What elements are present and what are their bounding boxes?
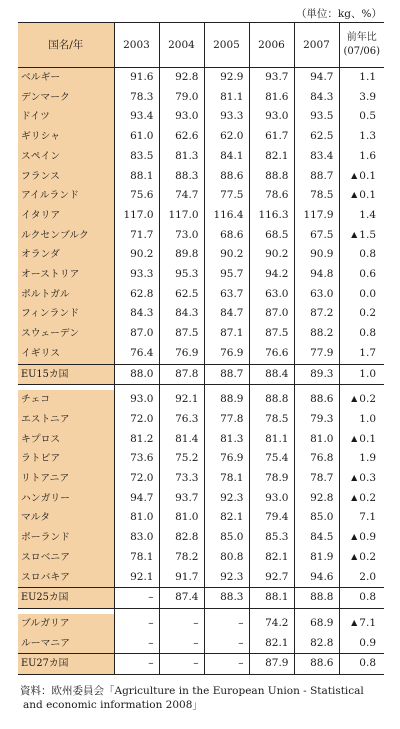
value-cell: 81.0 [114,508,159,528]
value-cell: 78.5 [249,410,294,430]
change-value: 1.3 [359,130,376,143]
table-row [18,88,384,108]
change-value: 1.7 [359,346,376,359]
change-value: 1.1 [359,71,376,83]
unit-note: （単位：kg、%） [295,8,382,20]
total-row [18,588,384,609]
change-cell [339,127,384,147]
value-cell: 81.6 [249,88,294,108]
value-cell: 91.7 [159,568,204,588]
value-cell: 76.9 [159,344,204,364]
country-name: アイルランド [18,186,114,206]
change-cell [339,588,384,609]
change-cell [339,186,384,206]
value-cell: 116.3 [249,206,294,226]
country-name: ハンガリー [18,489,114,509]
header-change [339,23,384,68]
change-cell [339,390,384,410]
change-value: 1.0 [359,412,376,425]
negative-triangle-icon: ▲ [351,394,358,404]
value-cell: 62.0 [204,127,249,147]
change-value: 1.9 [359,452,376,465]
table-row [18,614,384,634]
value-cell: 92.7 [249,568,294,588]
change-value: 0.1 [359,169,376,182]
value-cell: 79.4 [249,508,294,528]
value-cell: 92.9 [204,68,249,88]
value-cell: 88.7 [204,364,249,385]
header-year: 2005 [204,23,249,68]
value-cell: 78.1 [204,469,249,489]
country-name: キプロス [18,430,114,450]
value-cell: 85.3 [249,528,294,548]
table-row [18,206,384,226]
value-cell: 84.1 [204,147,249,167]
negative-triangle-icon: ▲ [351,190,358,200]
country-name: エストニア [18,410,114,430]
header-change-label: 前年比 [346,32,377,43]
table-row [18,285,384,305]
country-name: ポーランド [18,528,114,548]
value-cell: 79.0 [159,88,204,108]
country-name: オーストリア [18,265,114,285]
change-value: 3.9 [359,90,376,103]
value-cell: 78.6 [249,186,294,206]
value-cell: – [114,634,159,654]
value-cell: 61.7 [249,127,294,147]
change-value: 0.8 [359,327,376,340]
value-cell: 88.1 [249,588,294,609]
country-name: ポルトガル [18,285,114,305]
value-cell: 76.6 [249,344,294,364]
value-cell: 87.5 [249,324,294,344]
negative-triangle-icon: ▲ [351,433,358,443]
value-cell: 92.1 [159,390,204,410]
change-value: 1.5 [359,228,376,241]
value-cell: 79.3 [294,410,339,430]
table-row [18,344,384,364]
value-cell: 89.3 [294,364,339,385]
value-cell: – [159,614,204,634]
value-cell: 81.1 [249,430,294,450]
change-cell [339,614,384,634]
change-cell [339,469,384,489]
change-cell [339,344,384,364]
change-cell [339,654,384,675]
table-row [18,245,384,265]
change-cell [339,147,384,167]
table-row [18,127,384,147]
value-cell: 92.3 [204,489,249,509]
value-cell: 81.3 [159,147,204,167]
country-name: ルクセンブルク [18,226,114,246]
negative-triangle-icon: ▲ [351,473,358,483]
change-cell [339,528,384,548]
value-cell: 93.3 [114,265,159,285]
source-note [20,684,390,712]
total-name: EU27カ国 [18,654,114,675]
value-cell: 68.9 [294,614,339,634]
country-name: ドイツ [18,107,114,127]
table-row [18,147,384,167]
value-cell: 88.6 [294,390,339,410]
change-value: 0.1 [359,189,376,202]
value-cell: 88.6 [204,167,249,187]
change-value: 0.1 [359,432,376,445]
change-value: 0.2 [359,491,376,504]
value-cell: 61.0 [114,127,159,147]
country-name: ギリシャ [18,127,114,147]
value-cell: 84.5 [294,528,339,548]
negative-triangle-icon: ▲ [351,229,358,239]
header-country: 国名/年 [18,23,114,68]
value-cell: 88.2 [294,324,339,344]
value-cell: 88.8 [249,167,294,187]
value-cell: 95.7 [204,265,249,285]
value-cell: 73.6 [114,449,159,469]
table-row [18,634,384,654]
country-name: スロバキア [18,568,114,588]
table-row [18,410,384,430]
value-cell: 84.3 [114,304,159,324]
table-row [18,226,384,246]
value-cell: 78.1 [114,548,159,568]
value-cell: – [204,614,249,634]
value-cell: 68.6 [204,226,249,246]
country-name: フランス [18,167,114,187]
value-cell: 84.3 [294,88,339,108]
change-value: 1.6 [359,149,376,162]
value-cell: 117.9 [294,206,339,226]
change-value: 7.1 [359,511,376,524]
country-name: チェコ [18,390,114,410]
value-cell: 73.3 [159,469,204,489]
value-cell: 87.9 [249,654,294,675]
change-value: 1.0 [359,367,376,380]
value-cell: – [159,634,204,654]
total-row [18,654,384,675]
value-cell: 81.0 [294,430,339,450]
total-name: EU15カ国 [18,364,114,385]
value-cell: 72.0 [114,469,159,489]
negative-triangle-icon: ▲ [351,617,358,627]
header-year: 2007 [294,23,339,68]
table-row [18,548,384,568]
change-cell [339,304,384,324]
value-cell: – [114,614,159,634]
value-cell: 93.3 [204,107,249,127]
value-cell: 90.2 [204,245,249,265]
value-cell: 88.3 [159,167,204,187]
value-cell: 63.0 [249,285,294,305]
value-cell: 81.4 [159,430,204,450]
value-cell: 92.3 [204,568,249,588]
value-cell: 82.1 [249,147,294,167]
value-cell: – [204,654,249,675]
country-name: フィンランド [18,304,114,324]
change-value: 0.0 [359,287,376,300]
change-value: 0.2 [359,307,376,320]
value-cell: 84.7 [204,304,249,324]
change-cell [339,206,384,226]
value-cell: 85.0 [204,528,249,548]
change-cell [339,68,384,88]
change-cell [339,285,384,305]
table-row [18,167,384,187]
value-cell: 62.8 [114,285,159,305]
table-body [18,68,384,675]
country-name: ベルギー [18,68,114,88]
value-cell: 93.0 [114,390,159,410]
country-name: ブルガリア [18,614,114,634]
change-cell [339,410,384,430]
value-cell: 93.7 [249,68,294,88]
table-row [18,68,384,88]
negative-triangle-icon: ▲ [351,492,358,502]
country-name: イタリア [18,206,114,226]
value-cell: 85.0 [294,508,339,528]
value-cell: 83.5 [114,147,159,167]
country-name: ルーマニア [18,634,114,654]
country-name: デンマーク [18,88,114,108]
value-cell: 89.8 [159,245,204,265]
value-cell: 87.0 [249,304,294,324]
change-cell [339,245,384,265]
value-cell: 78.3 [114,88,159,108]
negative-triangle-icon: ▲ [351,551,358,561]
value-cell: 74.2 [249,614,294,634]
header-year: 2003 [114,23,159,68]
header-year: 2004 [159,23,204,68]
value-cell: 76.4 [114,344,159,364]
value-cell: 91.6 [114,68,159,88]
value-cell: 117.0 [114,206,159,226]
value-cell: – [114,654,159,675]
change-value: 7.1 [359,616,376,629]
change-value: 0.2 [359,550,376,563]
table-row [18,304,384,324]
value-cell: 92.8 [159,68,204,88]
change-cell [339,88,384,108]
change-value: 0.2 [359,393,376,406]
table-row [18,390,384,410]
value-cell: 94.6 [294,568,339,588]
value-cell: 78.9 [249,469,294,489]
table-row [18,107,384,127]
value-cell: 75.2 [159,449,204,469]
country-name: スペイン [18,147,114,167]
header-change-period: (07/06) [343,46,381,57]
change-cell [339,226,384,246]
table-row [18,489,384,509]
source-line: and economic information 2008」 [23,699,203,711]
value-cell: 87.1 [204,324,249,344]
value-cell: 78.5 [294,186,339,206]
change-cell [339,364,384,385]
change-cell [339,634,384,654]
value-cell: 82.1 [204,508,249,528]
change-cell [339,568,384,588]
table-row [18,324,384,344]
negative-triangle-icon: ▲ [351,532,358,542]
change-cell [339,548,384,568]
value-cell: 92.1 [114,568,159,588]
change-cell [339,449,384,469]
value-cell: 82.1 [249,634,294,654]
country-name: リトアニア [18,469,114,489]
value-cell: 81.3 [204,430,249,450]
value-cell: 94.8 [294,265,339,285]
value-cell: 74.7 [159,186,204,206]
table-row [18,265,384,285]
value-cell: 88.7 [294,167,339,187]
value-cell: 90.2 [249,245,294,265]
value-cell: 88.9 [204,390,249,410]
change-value: 0.8 [359,248,376,261]
change-value: 2.0 [359,570,376,583]
value-cell: 83.4 [294,147,339,167]
value-cell: 76.8 [294,449,339,469]
value-cell: 73.0 [159,226,204,246]
value-cell: 77.8 [204,410,249,430]
country-name: イギリス [18,344,114,364]
value-cell: 72.0 [114,410,159,430]
value-cell: – [204,634,249,654]
value-cell: 93.0 [249,489,294,509]
value-cell: 82.1 [249,548,294,568]
value-cell: 94.7 [114,489,159,509]
value-cell: 88.0 [114,364,159,385]
table-row [18,528,384,548]
value-cell: 88.8 [294,588,339,609]
value-cell: 63.7 [204,285,249,305]
value-cell: 117.0 [159,206,204,226]
country-name: マルタ [18,508,114,528]
value-cell: 87.8 [159,364,204,385]
value-cell: 92.8 [294,489,339,509]
table-row [18,469,384,489]
value-cell: 88.8 [249,390,294,410]
change-value: 0.9 [359,636,376,649]
consumption-table [18,22,384,675]
value-cell: 81.0 [159,508,204,528]
value-cell: 82.8 [294,634,339,654]
country-name: スロベニア [18,548,114,568]
value-cell: 87.2 [294,304,339,324]
value-cell: 76.9 [204,344,249,364]
value-cell: 88.3 [204,588,249,609]
value-cell: 93.0 [159,107,204,127]
change-cell [339,107,384,127]
value-cell: 81.9 [294,548,339,568]
country-name: ラトビア [18,449,114,469]
change-value: 0.9 [359,531,376,544]
value-cell: – [159,654,204,675]
value-cell: 75.6 [114,186,159,206]
negative-triangle-icon: ▲ [351,170,358,180]
total-name: EU25カ国 [18,588,114,609]
value-cell: 87.0 [114,324,159,344]
value-cell: 90.9 [294,245,339,265]
value-cell: 93.0 [249,107,294,127]
change-cell [339,265,384,285]
value-cell: 62.6 [159,127,204,147]
total-row [18,364,384,385]
value-cell: 67.5 [294,226,339,246]
country-name: スウェーデン [18,324,114,344]
value-cell: 62.5 [294,127,339,147]
table-row [18,449,384,469]
change-value: 1.4 [359,208,376,221]
value-cell: 87.4 [159,588,204,609]
value-cell: – [114,588,159,609]
value-cell: 90.2 [114,245,159,265]
value-cell: 81.2 [114,430,159,450]
value-cell: 76.9 [204,449,249,469]
change-cell [339,489,384,509]
change-value: 0.8 [359,657,376,670]
value-cell: 77.9 [294,344,339,364]
value-cell: 88.4 [249,364,294,385]
value-cell: 88.6 [294,654,339,675]
value-cell: 80.8 [204,548,249,568]
table-row [18,430,384,450]
table-row [18,186,384,206]
table-row [18,508,384,528]
value-cell: 94.7 [294,68,339,88]
header-year: 2006 [249,23,294,68]
change-value: 0.5 [359,110,376,123]
value-cell: 116.4 [204,206,249,226]
header-row [18,23,384,68]
value-cell: 76.3 [159,410,204,430]
change-value: 0.3 [359,472,376,485]
value-cell: 83.0 [114,528,159,548]
value-cell: 88.1 [114,167,159,187]
value-cell: 75.4 [249,449,294,469]
value-cell: 77.5 [204,186,249,206]
value-cell: 94.2 [249,265,294,285]
change-value: 0.8 [359,591,376,604]
change-cell [339,430,384,450]
value-cell: 82.8 [159,528,204,548]
change-cell [339,167,384,187]
value-cell: 81.1 [204,88,249,108]
change-cell [339,324,384,344]
value-cell: 95.3 [159,265,204,285]
value-cell: 93.7 [159,489,204,509]
country-name: オランダ [18,245,114,265]
change-value: 0.6 [359,268,376,281]
value-cell: 78.7 [294,469,339,489]
value-cell: 71.7 [114,226,159,246]
value-cell: 68.5 [249,226,294,246]
change-cell [339,508,384,528]
value-cell: 84.3 [159,304,204,324]
value-cell: 93.4 [114,107,159,127]
source-line: 資料：欧州委員会「Agriculture in the European Union - Statistical [20,685,364,697]
value-cell: 93.5 [294,107,339,127]
value-cell: 62.5 [159,285,204,305]
value-cell: 63.0 [294,285,339,305]
value-cell: 87.5 [159,324,204,344]
table-row [18,568,384,588]
value-cell: 78.2 [159,548,204,568]
